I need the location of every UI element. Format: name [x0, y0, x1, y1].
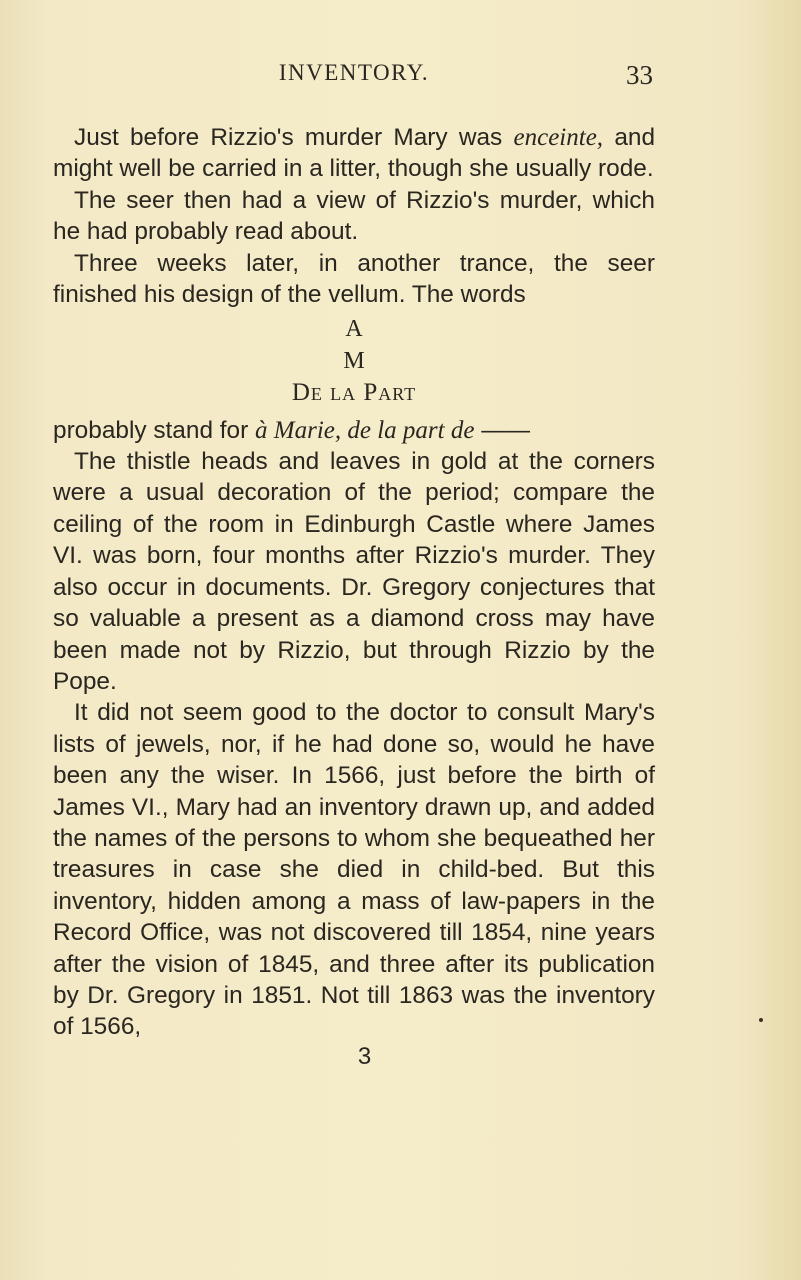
- inscription-line-3: De la Part: [291, 379, 417, 407]
- paragraph-5: The thistle heads and leaves in gold at the corners were a usual decoration of the period; compare the ceiling of the room in Edinburgh Castle where James VI. was born, four months after Rizzio's murder. They also occur in documents. Dr. Gregory conjectures that so valuable a present as a diamond cross may have been made not by Rizzio, but through Rizzio by the Pope.: [53, 448, 655, 695]
- page-number: 33: [626, 60, 653, 90]
- paragraph-1-rest: and might well be carried in a litter, though she usually rode.: [53, 124, 656, 183]
- paragraph-6: It did not seem good to the doctor to consult Mary's lists of jewels, nor, if he had done so, would he have been any the wiser. In 1566, just before the birth of James VI., Mary had an inventory drawn up, and added the names of the persons to whom she bequeathed her treasures in case she died in child-bed. But this inventory, hidden among a mass of law-papers in the Record Office, was not discovered till 1854, nine years after the vision of 1845, and three after its publication by Dr. Gregory in 1851. Not till 1863 was the inventory of 1566,: [53, 699, 655, 1041]
- paragraph-2: The seer then had a view of Rizzio's murder, which he had probably read about.: [53, 186, 655, 246]
- paragraph-4-italic: à Marie, de la part de: [255, 416, 475, 444]
- signature-mark: 3: [357, 1042, 372, 1070]
- inscription: [53, 314, 655, 408]
- paragraph-4-dash: ——: [481, 416, 531, 444]
- paragraph-4-text: probably stand for: [53, 416, 249, 444]
- paragraph-1-text: Just before Rizzio's murder Mary was: [74, 124, 503, 151]
- inscription-line-1: A: [345, 316, 363, 343]
- running-title: INVENTORY.: [278, 60, 430, 85]
- paragraph-1-italic: enceinte,: [513, 124, 604, 151]
- paragraph-3: Three weeks later, in another trance, the seer finished his design of the vellum. The words: [53, 249, 655, 309]
- running-head: [53, 58, 655, 102]
- paragraph-1: [53, 122, 655, 185]
- body-text: [53, 122, 655, 1071]
- paper-speck: [759, 1018, 763, 1022]
- book-page: [53, 58, 655, 1071]
- inscription-line-2: M: [343, 347, 365, 374]
- paragraph-4: [53, 415, 655, 446]
